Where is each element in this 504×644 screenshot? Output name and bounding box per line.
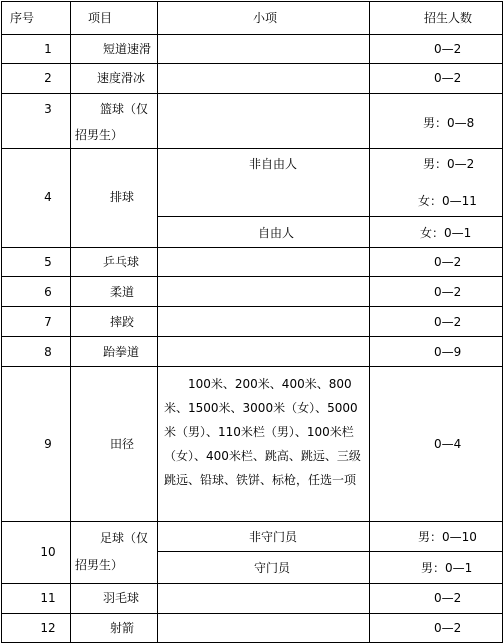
row-item: 摔跤 <box>110 315 135 329</box>
row-item: 跆拳道 <box>103 345 140 359</box>
sub-row-divider <box>157 216 503 217</box>
column-divider <box>157 1 158 643</box>
table-border-top <box>1 1 503 2</box>
row-seq: 1 <box>44 42 52 56</box>
row-count: 男：0—2 <box>423 157 475 171</box>
row-item-line2: 招男生） <box>75 128 124 142</box>
row-count: 0—4 <box>434 437 462 451</box>
row-item-line1: 篮球（仅 <box>100 102 149 116</box>
row-divider <box>1 148 503 149</box>
row-sub-athletics: 100米、200米、400米、800米、1500米、3000米（女）、5000米（男）、110米栏（男）、100米栏（女）、400米栏、跳高、跳远、三级跳远、铅球、铁饼、标枪，任选一项 <box>164 377 361 487</box>
row-item: 羽毛球 <box>103 591 140 605</box>
row-divider <box>1 63 503 64</box>
row-count: 0—2 <box>434 285 462 299</box>
row-item: 乒乓球 <box>103 255 140 269</box>
row-divider <box>1 276 503 277</box>
row-count: 0—9 <box>434 345 462 359</box>
row-seq: 10 <box>40 545 56 559</box>
row-count: 男：0—8 <box>423 116 475 130</box>
header-item: 项目 <box>88 11 113 25</box>
table-border-bottom <box>1 642 503 643</box>
table-border-right <box>502 1 503 643</box>
row-seq: 3 <box>44 102 52 116</box>
row-count: 女：0—1 <box>420 226 472 240</box>
row-count: 0—2 <box>434 591 462 605</box>
row-seq: 2 <box>44 71 52 85</box>
row-count: 0—2 <box>434 255 462 269</box>
row-divider <box>1 306 503 307</box>
row-sub: 自由人 <box>258 226 295 240</box>
row-seq: 5 <box>44 255 52 269</box>
header-count: 招生人数 <box>424 11 473 25</box>
row-seq: 7 <box>44 315 52 329</box>
row-count: 0—2 <box>434 315 462 329</box>
row-count: 男：0—1 <box>421 561 473 575</box>
sub-row-divider <box>157 551 503 552</box>
row-sub: 守门员 <box>254 561 291 575</box>
row-divider <box>1 366 503 367</box>
row-item: 田径 <box>110 437 135 451</box>
row-divider <box>1 583 503 584</box>
row-count: 女：0—11 <box>418 194 477 208</box>
row-seq: 8 <box>44 345 52 359</box>
table-border-left <box>1 1 2 643</box>
row-item: 排球 <box>110 190 135 204</box>
row-count: 0—2 <box>434 71 462 85</box>
row-divider <box>1 93 503 94</box>
row-seq: 4 <box>44 190 52 204</box>
column-divider <box>70 1 71 643</box>
row-divider <box>1 247 503 248</box>
row-sub: 非自由人 <box>249 157 298 171</box>
row-divider <box>1 34 503 35</box>
row-item: 柔道 <box>110 285 135 299</box>
row-seq: 11 <box>40 591 56 605</box>
row-item: 短道速滑 <box>103 42 152 56</box>
row-divider <box>1 613 503 614</box>
row-count: 0—2 <box>434 42 462 56</box>
row-item: 速度滑冰 <box>97 71 146 85</box>
header-sub: 小项 <box>253 11 278 25</box>
row-count: 0—2 <box>434 621 462 635</box>
row-divider <box>1 521 503 522</box>
row-divider <box>1 336 503 337</box>
row-sub: 非守门员 <box>249 530 298 544</box>
column-divider <box>369 1 370 643</box>
row-item-line1: 足球（仅 <box>100 531 149 545</box>
header-seq: 序号 <box>10 11 35 25</box>
row-count: 男：0—10 <box>418 530 477 544</box>
row-item: 射箭 <box>110 621 135 635</box>
row-seq: 9 <box>44 437 52 451</box>
row-item-line2: 招男生） <box>75 558 124 572</box>
row-seq: 12 <box>40 621 56 635</box>
row-seq: 6 <box>44 285 52 299</box>
